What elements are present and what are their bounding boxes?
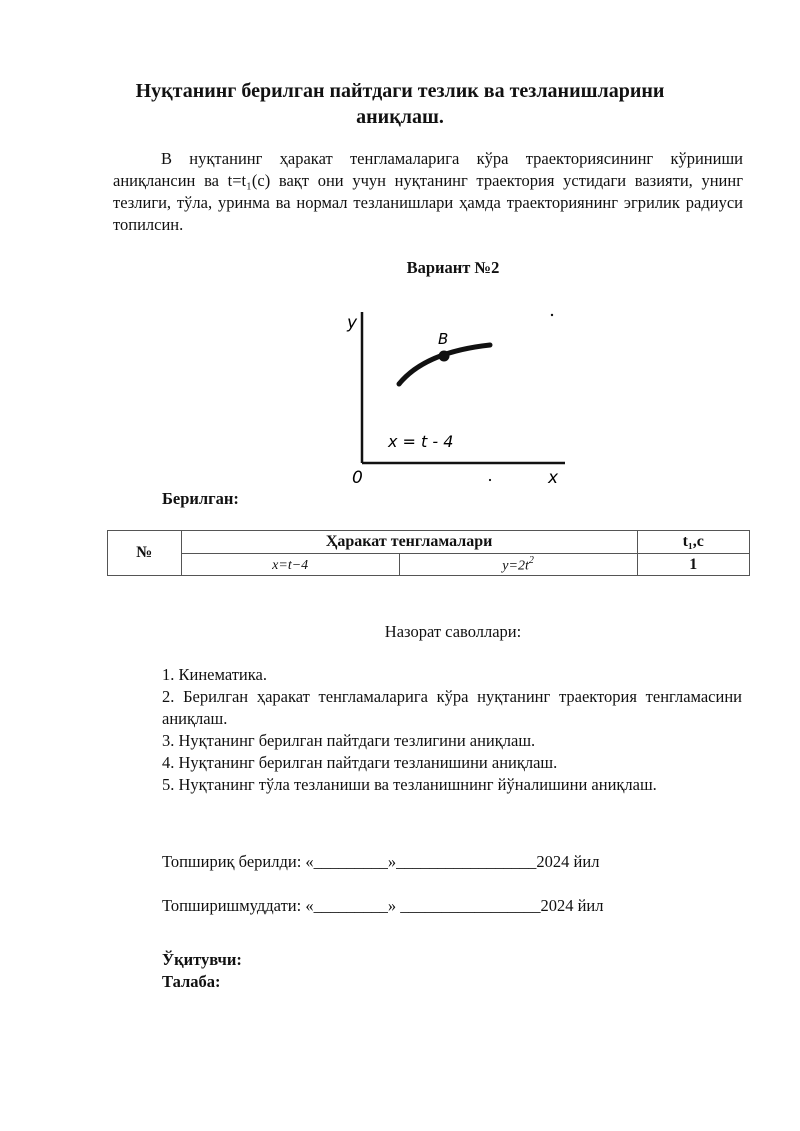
- page-title: Нуқтанинг берилган пайтдаги тезлик ва тезланишларини аниқлаш.: [135, 80, 665, 128]
- question-item: 5. Нуқтанинг тўла тезланиши ва тезланишнинг йўналишини аниқлаш.: [162, 775, 657, 794]
- y-equation-exponent: 2: [528, 554, 534, 566]
- question-item: [162, 686, 742, 730]
- question-item-text: 2. Берилган ҳаракат тенгламаларига кўра нуқтанинг траектория тенгламасини аниқлаш.: [162, 687, 742, 728]
- figure-equation: x = t - 4: [388, 432, 454, 451]
- table-header-equations: Ҳаракат тенгламалари: [181, 531, 637, 554]
- teacher-label: Ўқитувчи:: [162, 950, 242, 969]
- x-axis-label: x: [548, 468, 559, 488]
- table-cell-time-value: 1: [637, 554, 749, 576]
- point-b-marker: [439, 351, 450, 362]
- question-item: 4. Нуқтанинг берилган пайтдаги тезланишини аниқлаш.: [162, 753, 558, 772]
- question-item: 3. Нуқтанинг берилган пайтдаги тезлигини аниқлаш.: [162, 731, 536, 750]
- point-b-label: B: [438, 330, 449, 348]
- table-cell-y-equation: [399, 554, 637, 576]
- trajectory-figure: [330, 300, 580, 490]
- table-header-number: №: [108, 531, 182, 576]
- origin-label: 0: [352, 468, 363, 488]
- task-description: [113, 148, 743, 236]
- questions-title: Назорат саволлари:: [384, 622, 522, 641]
- questions-list: [162, 664, 742, 796]
- speck-mark: [489, 479, 491, 481]
- y-axis-label: y: [347, 313, 358, 333]
- task-description-text: В нуқтанинг ҳаракат тенгламаларига кўра траекториясининг кўриниши аниқлансин ва t=t₁(с) вақт они учун нуқтанинг траектория устидаги вазияти, унинг тезлиги, тўла, уринма ва нормал тезланишлари ҳамда траекториянинг эгрилик радиуси топилсин.: [113, 149, 743, 234]
- assigned-date-line: Топшириқ берилди: «_________»_________________2024 йил: [162, 852, 600, 871]
- table-cell-x-equation: [181, 554, 399, 576]
- x-equation: x=t−4: [272, 557, 309, 573]
- student-label: Талаба:: [162, 972, 221, 991]
- speck-mark: [551, 314, 553, 316]
- variant-heading: Вариант №2: [406, 258, 500, 277]
- y-equation: y=2t: [502, 558, 529, 574]
- question-item: 1. Кинематика.: [162, 665, 267, 684]
- deadline-date-line: Топширишмуддати: «_________» _________________2024 йил: [162, 896, 604, 915]
- equations-table: [107, 530, 750, 576]
- table-header-time: t₁,с: [637, 531, 749, 554]
- given-label: Берилган:: [162, 489, 239, 508]
